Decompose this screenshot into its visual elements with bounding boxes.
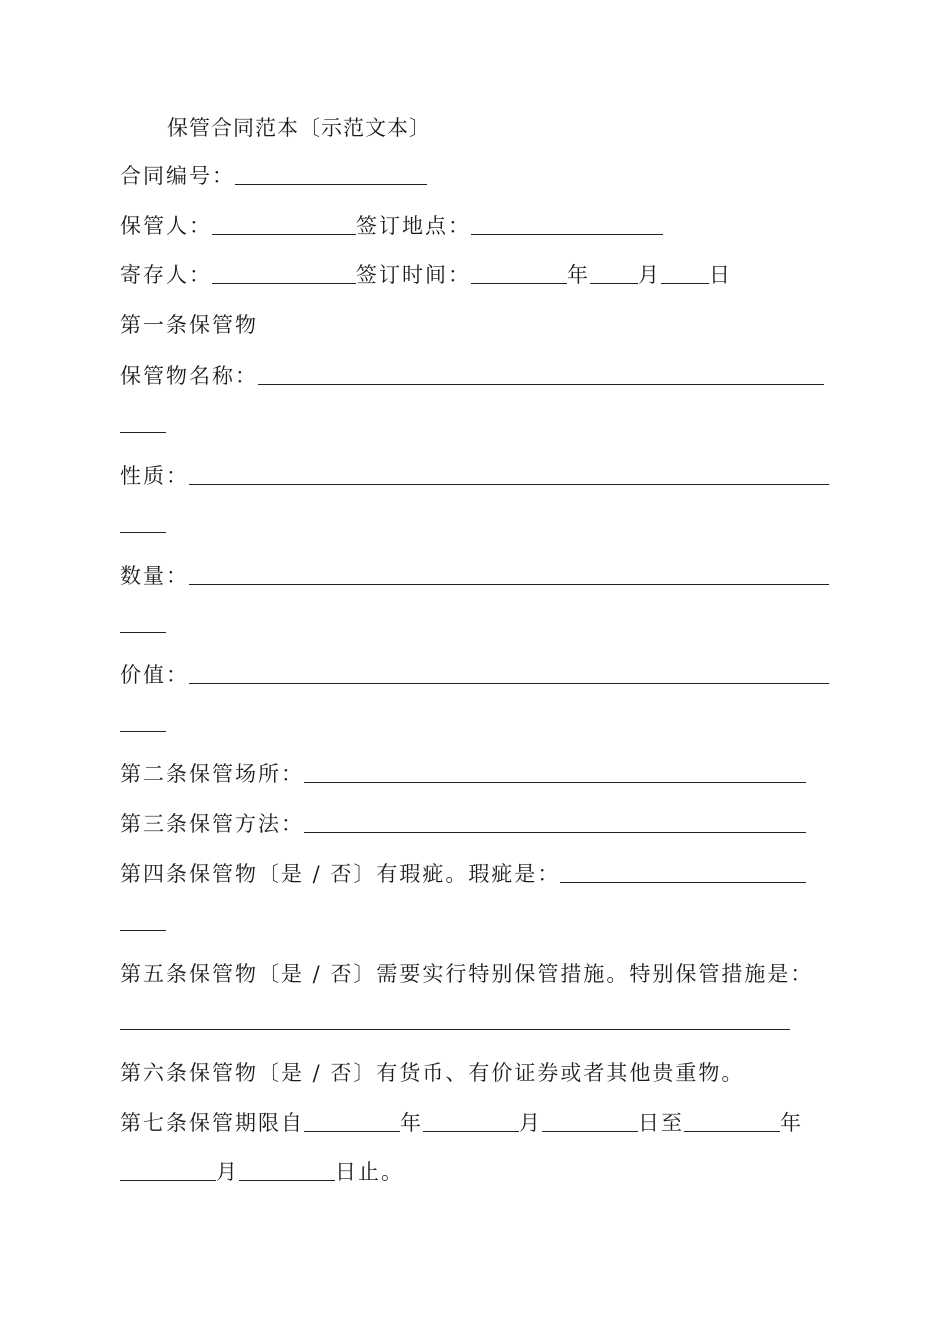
sign-month-field[interactable] xyxy=(590,283,638,284)
article3-label: 第三条保管方法： xyxy=(120,812,304,836)
article4-row xyxy=(120,858,950,888)
contract-number-row xyxy=(120,160,950,190)
start-year-label: 年 xyxy=(400,1111,423,1135)
end-day-field[interactable] xyxy=(239,1180,335,1181)
sign-place-field[interactable] xyxy=(471,234,663,235)
article6-row xyxy=(120,1057,950,1087)
depositor-field[interactable] xyxy=(212,283,356,284)
end-month-field[interactable] xyxy=(120,1180,216,1181)
article2-label: 第二条保管场所： xyxy=(120,762,304,786)
sign-time-label: 签订时间： xyxy=(356,263,471,287)
quantity-field[interactable] xyxy=(189,584,829,585)
article7-row xyxy=(120,1107,950,1137)
value-row xyxy=(120,659,950,689)
end-month-label: 月 xyxy=(216,1160,239,1184)
value-continuation xyxy=(120,707,950,737)
value-field[interactable] xyxy=(189,683,829,684)
keeper-row xyxy=(120,210,950,240)
depositor-label: 寄存人： xyxy=(120,263,212,287)
month-label: 月 xyxy=(638,263,661,287)
quantity-continuation xyxy=(120,608,950,638)
value-label: 价值： xyxy=(120,663,189,687)
day-label: 日 xyxy=(709,263,732,287)
keeper-label: 保管人： xyxy=(120,214,212,238)
article7-continuation xyxy=(120,1156,950,1186)
defect-field[interactable] xyxy=(560,882,806,883)
nature-field-cont[interactable] xyxy=(120,532,166,533)
start-month-field[interactable] xyxy=(423,1131,519,1132)
storage-method-field[interactable] xyxy=(304,832,806,833)
article7-to: 日至 xyxy=(638,1111,684,1135)
depositor-row xyxy=(120,259,950,289)
article6-text: 第六条保管物〔是 / 否〕有货币、有价证券或者其他贵重物。 xyxy=(120,1061,745,1085)
nature-label: 性质： xyxy=(120,464,189,488)
quantity-field-cont[interactable] xyxy=(120,632,166,633)
start-year-field[interactable] xyxy=(304,1131,400,1132)
document-title: 保管合同范本〔示范文本〕 xyxy=(167,116,431,140)
item-name-label: 保管物名称： xyxy=(120,364,258,388)
start-day-field[interactable] xyxy=(542,1131,638,1132)
article2-row xyxy=(120,758,950,788)
item-name-field-cont[interactable] xyxy=(120,432,166,433)
keeper-field[interactable] xyxy=(212,234,356,235)
article7-end: 日止。 xyxy=(335,1160,404,1184)
value-field-cont[interactable] xyxy=(120,731,166,732)
special-measures-field[interactable] xyxy=(120,1029,790,1030)
article7-prefix: 第七条保管期限自 xyxy=(120,1111,304,1135)
defect-field-cont[interactable] xyxy=(120,930,166,931)
article5-text: 第五条保管物〔是 / 否〕需要实行特别保管措施。特别保管措施是： xyxy=(120,962,814,986)
sign-day-field[interactable] xyxy=(661,283,709,284)
special-measures-row xyxy=(120,1005,950,1035)
article1-heading: 第一条保管物 xyxy=(120,313,258,337)
sign-place-label: 签订地点： xyxy=(356,214,471,238)
nature-continuation xyxy=(120,508,950,538)
item-name-row xyxy=(120,360,950,390)
article4-label: 第四条保管物〔是 / 否〕有瑕疵。瑕疵是： xyxy=(120,862,561,886)
defect-continuation xyxy=(120,906,950,936)
item-name-field[interactable] xyxy=(258,384,824,385)
contract-number-label: 合同编号： xyxy=(120,164,235,188)
item-name-continuation xyxy=(120,408,950,438)
contract-number-field[interactable] xyxy=(235,184,427,185)
end-year-label: 年 xyxy=(780,1111,803,1135)
year-label: 年 xyxy=(567,263,590,287)
storage-place-field[interactable] xyxy=(304,782,806,783)
quantity-row xyxy=(120,560,950,590)
start-month-label: 月 xyxy=(519,1111,542,1135)
quantity-label: 数量： xyxy=(120,564,189,588)
nature-field[interactable] xyxy=(189,484,829,485)
article3-row xyxy=(120,808,950,838)
sign-year-field[interactable] xyxy=(471,283,567,284)
end-year-field[interactable] xyxy=(684,1131,780,1132)
nature-row xyxy=(120,460,950,490)
article5-row xyxy=(120,958,950,988)
